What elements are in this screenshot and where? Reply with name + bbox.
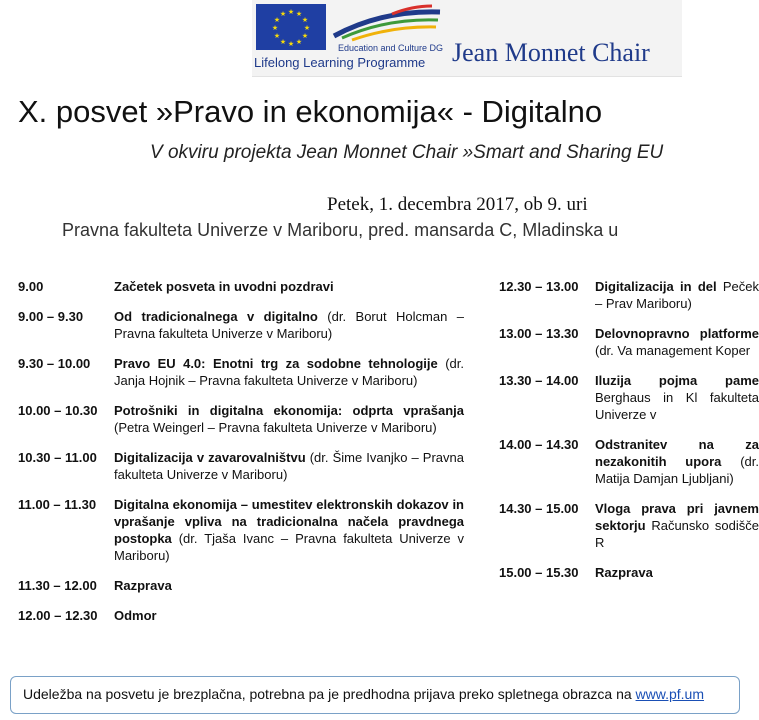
svg-text:★: ★	[279, 38, 287, 46]
registration-footer	[10, 676, 740, 714]
svg-text:★: ★	[271, 24, 279, 32]
schedule-desc	[114, 496, 464, 564]
session-detail: (dr. Matija Damjan Ljubljani)	[595, 454, 759, 486]
registration-note: Udeležba na posvetu je brezplačna, potrebna pa je predhodna prijava preko spletnega obrazca na	[23, 686, 636, 702]
session-title: Digitalizacija in del	[595, 279, 717, 294]
schedule-desc	[114, 402, 464, 436]
schedule-desc	[114, 278, 464, 295]
session-title: Odmor	[114, 608, 157, 623]
schedule-row	[18, 308, 464, 342]
schedule-time: 13.30 – 14.00	[499, 373, 579, 388]
session-detail: Računsko sodišče R	[595, 518, 759, 550]
session-detail: (dr. Va management Koper	[595, 343, 751, 358]
schedule-time: 9.00	[18, 279, 44, 294]
schedule-time: 9.30 – 10.00	[18, 356, 91, 371]
lifelong-learning-swoosh-icon	[332, 2, 442, 42]
session-detail: (Petra Weingerl – Pravna fakulteta Univerze v Mariboru)	[114, 420, 437, 435]
schedule-row	[499, 564, 759, 581]
schedule-row	[18, 402, 464, 436]
schedule-desc	[595, 500, 759, 551]
session-title: Potrošniki in digitalna ekonomija: odprta vprašanja	[114, 403, 464, 418]
session-title: Razprava	[114, 578, 172, 593]
svg-text:★: ★	[301, 32, 309, 40]
edu-culture-label: Education and Culture DG	[338, 43, 444, 53]
schedule-row	[499, 325, 759, 359]
event-date: Petek, 1. decembra 2017, ob 9. uri	[327, 194, 588, 215]
session-detail: Berghaus in Kl fakulteta Univerze v	[595, 390, 759, 422]
schedule-time: 14.30 – 15.00	[499, 501, 579, 516]
svg-text:★: ★	[273, 16, 281, 24]
svg-text:★: ★	[295, 10, 303, 18]
schedule-time: 12.00 – 12.30	[18, 608, 98, 623]
session-detail: (dr. Šime Ivanjko – Pravna fakulteta Univerze v Mariboru)	[114, 450, 464, 482]
schedule-row	[499, 500, 759, 551]
schedule-time: 10.30 – 11.00	[18, 450, 97, 465]
schedule-time: 11.00 – 11.30	[18, 497, 97, 512]
schedule-desc	[595, 278, 759, 312]
session-title: Iluzija pojma pame	[595, 373, 759, 388]
session-title: Začetek posveta in uvodni pozdravi	[114, 279, 334, 294]
schedule-desc	[114, 355, 464, 389]
schedule-row	[18, 449, 464, 483]
session-title: Digitalizacija v zavarovalništvu	[114, 450, 306, 465]
schedule-desc	[114, 577, 464, 594]
schedule-time: 15.00 – 15.30	[499, 565, 579, 580]
schedule-desc	[595, 372, 759, 423]
footer-text-line	[23, 686, 704, 702]
schedule-desc	[114, 449, 464, 483]
svg-text:★: ★	[295, 38, 303, 46]
schedule-row	[499, 278, 759, 312]
session-detail: Peček – Prav Mariboru)	[595, 279, 759, 311]
session-title: Digitalna ekonomija – umestitev elektronskih dokazov in vprašanje vpliva na tradicionalna načela pravdnega postopka	[114, 497, 464, 546]
jean-monnet-chair-label: Jean Monnet Chair	[452, 38, 650, 67]
schedule-desc	[595, 325, 759, 359]
schedule-row	[18, 355, 464, 389]
jean-monnet-logo-banner	[252, 0, 682, 77]
session-title: Delovnopravno platforme	[595, 326, 759, 341]
schedule-row	[18, 496, 464, 564]
schedule-desc	[595, 564, 759, 581]
session-title: Razprava	[595, 565, 653, 580]
schedule-desc	[595, 436, 759, 487]
svg-text:★: ★	[279, 10, 287, 18]
schedule-row	[499, 372, 759, 423]
svg-text:★: ★	[287, 40, 295, 48]
page-title: X. posvet »Pravo in ekonomija« - Digitalno	[18, 94, 603, 129]
svg-text:★: ★	[273, 32, 281, 40]
svg-text:★: ★	[303, 24, 311, 32]
schedule-time: 9.00 – 9.30	[18, 309, 84, 324]
schedule-row	[18, 278, 464, 295]
llp-label: Lifelong Learning Programme	[254, 55, 426, 70]
schedule-time: 10.00 – 10.30	[18, 403, 98, 418]
registration-link[interactable]: www.pf.um	[635, 686, 705, 702]
schedule-row	[18, 577, 464, 594]
session-detail: (dr. Tjaša Ivanc – Pravna fakulteta Univerze v Mariboru)	[114, 531, 464, 563]
event-venue: Pravna fakulteta Univerze v Mariboru, pred. mansarda C, Mladinska u	[62, 220, 619, 240]
schedule-time: 14.00 – 14.30	[499, 437, 579, 452]
schedule-desc	[114, 308, 464, 342]
schedule-time: 13.00 – 13.30	[499, 326, 579, 341]
eu-flag-icon	[256, 4, 326, 50]
schedule-row	[18, 607, 464, 624]
session-title: Vloga prava pri javnem sektorju	[595, 501, 759, 533]
session-title: Odstranitev na za nezakonitih upora	[595, 437, 759, 469]
schedule-row	[499, 436, 759, 487]
session-title: Pravo EU 4.0: Enotni trg za sodobne tehnologije	[114, 356, 438, 371]
schedule-left-column	[18, 278, 464, 637]
svg-text:★: ★	[287, 8, 295, 16]
schedule-time: 12.30 – 13.00	[499, 279, 579, 294]
session-detail: (dr. Janja Hojnik – Pravna fakulteta Univerze v Mariboru)	[114, 356, 464, 388]
schedule-time: 11.30 – 12.00	[18, 578, 97, 593]
svg-text:★: ★	[301, 16, 309, 24]
schedule-desc	[114, 607, 464, 624]
schedule-right-column	[499, 278, 759, 594]
page-subtitle: V okviru projekta Jean Monnet Chair »Smart and Sharing EU	[150, 142, 664, 163]
session-title: Od tradicionalnega v digitalno	[114, 309, 318, 324]
session-detail: (dr. Borut Holcman – Pravna fakulteta Univerze v Mariboru)	[114, 309, 465, 341]
